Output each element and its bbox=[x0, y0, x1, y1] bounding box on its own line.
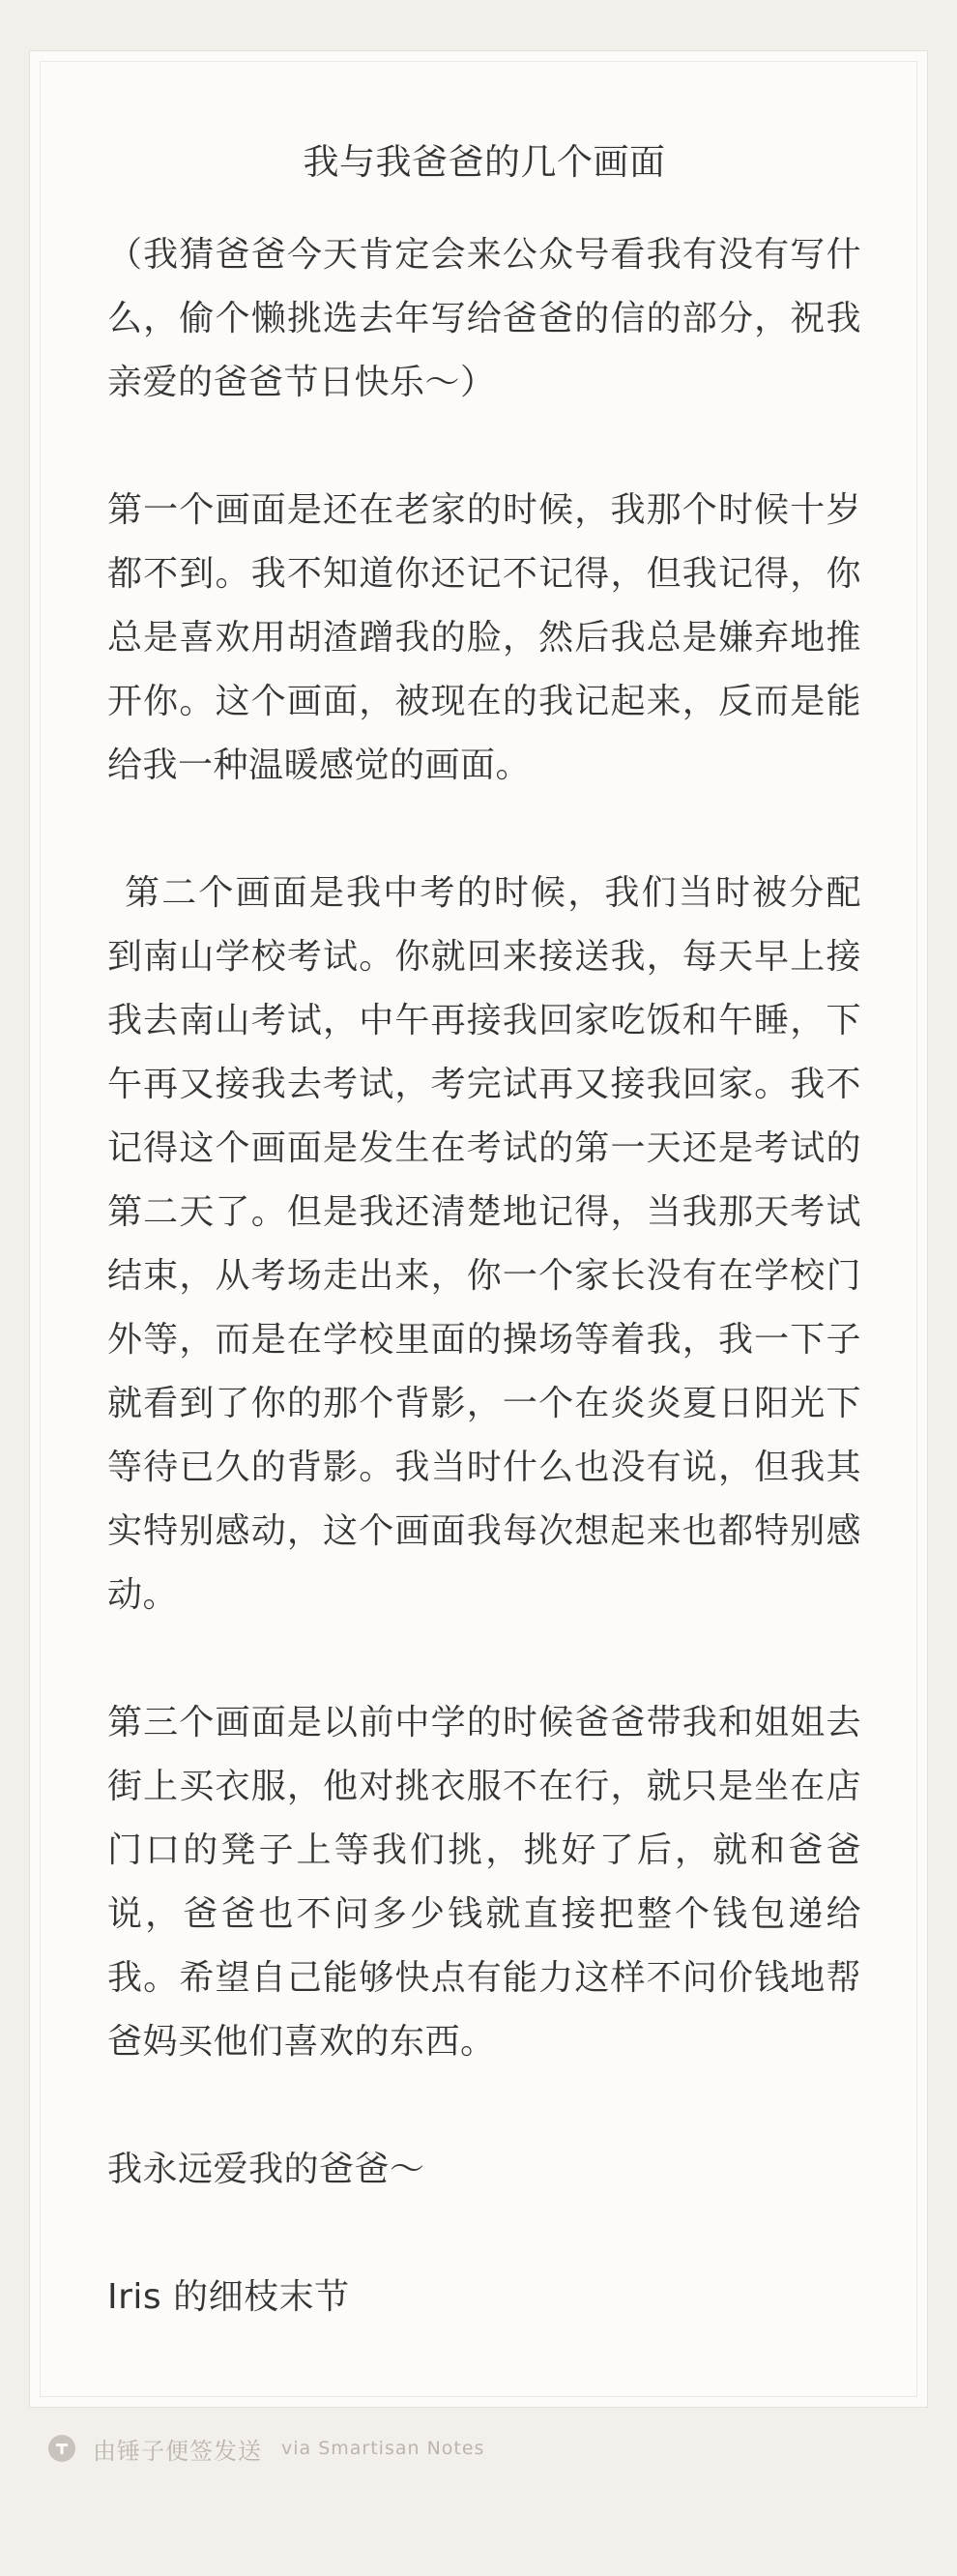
note-content bbox=[107, 131, 861, 2329]
hammer-logo-icon bbox=[48, 2435, 75, 2462]
note-title: 我与我爸爸的几个画面 bbox=[303, 141, 666, 183]
note-footer bbox=[48, 2429, 484, 2468]
note-paragraph-third-scene: 第三个画面是以前中学的时候爸爸带我和姐姐去街上买衣服，他对挑衣服不在行，就只是坐在店门口的凳子上等我们挑，挑好了后，就和爸爸说，爸爸也不问多少钱就直接把整个钱包递给我。希望自己能够快点有能力这样不问价钱地帮爸妈买他们喜欢的东西。 bbox=[107, 1703, 861, 2062]
note-paragraph-first-scene: 第一个画面是还在老家的时候，我那个时候十岁都不到。我不知道你还记不记得，但我记得，你总是喜欢用胡渣蹭我的脸，然后我总是嫌弃地推开你。这个画面，被现在的我记起来，反而是能给我一种温暖感觉的画面。 bbox=[107, 490, 861, 785]
note-paragraph-closing: 我永远爱我的爸爸～ bbox=[107, 2150, 425, 2189]
paragraph-gap bbox=[107, 2074, 861, 2138]
paragraph-gap bbox=[107, 2202, 861, 2266]
note-card bbox=[29, 50, 928, 2408]
note-paragraph-intro: （我猜爸爸今天肯定会来公众号看我有没有写什么，偷个懒挑选去年写给爸爸的信的部分，祝我亲爱的爸爸节日快乐～） bbox=[107, 235, 861, 402]
note-signature: Iris 的细枝末节 bbox=[107, 2277, 350, 2317]
paragraph-gap bbox=[107, 415, 861, 479]
note-paragraph-second-scene: 第二个画面是我中考的时候，我们当时被分配到南山学校考试。你就回来接送我，每天早上接我去南山考试，中午再接我回家吃饭和午睡，下午再又接我去考试，考完试再又接我回家。我不记得这个画面是发生在考试的第一天还是考试的第二天了。但是我还清楚地记得，当我那天考试结束，从考场走出来，你一个家长没有在学校门外等，而是在学校里面的操场等着我，我一下子就看到了你的那个背影，一个在炎炎夏日阳光下等待已久的背影。我当时什么也没有说，但我其实特别感动，这个画面我每次想起来也都特别感动。 bbox=[107, 873, 861, 1615]
footer-sent-via-label: 由锤子便签发送 bbox=[93, 2437, 262, 2465]
paragraph-gap bbox=[107, 798, 861, 862]
paragraph-gap bbox=[107, 1627, 861, 1691]
footer-app-name: via Smartisan Notes bbox=[281, 2438, 485, 2459]
